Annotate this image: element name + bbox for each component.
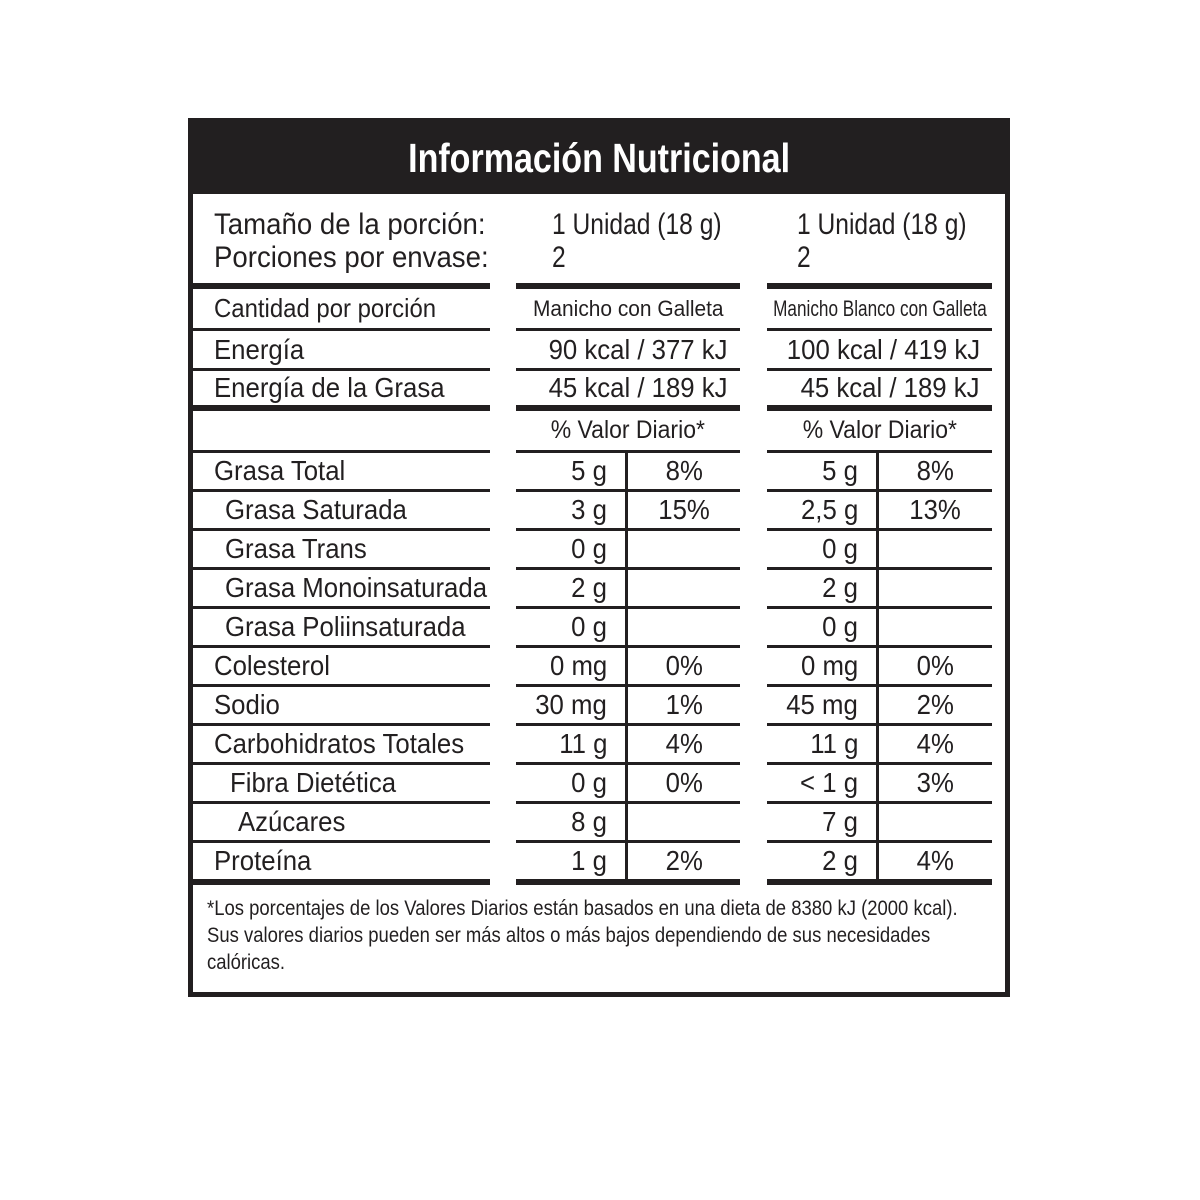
- nutrient-row-grasa-trans: [193, 531, 1005, 567]
- amount-col1: 1 g: [571, 845, 607, 876]
- amount-col1: 0 g: [571, 767, 607, 798]
- nutrient-label: Fibra Dietética: [230, 767, 397, 798]
- nutrient-row-fibra: [193, 765, 1005, 801]
- nutrient-row-azucares: [193, 804, 1005, 840]
- amount-col1: 0 mg: [549, 650, 607, 681]
- serving-section: [193, 194, 1005, 283]
- amount-col2: 5 g: [822, 455, 858, 486]
- amount-col1: 5 g: [571, 455, 607, 486]
- nutrient-row-proteina: [193, 843, 1005, 879]
- daily-value-header-col2: % Valor Diario*: [802, 416, 957, 444]
- dv-col1: 2%: [665, 845, 703, 876]
- energy-from-fat-value-col2: 45 kcal / 189 kJ: [801, 372, 980, 403]
- nutrient-label: Grasa Trans: [225, 533, 367, 564]
- amount-col1: 8 g: [571, 806, 607, 837]
- nutrition-label: [188, 118, 1010, 997]
- dv-col1: 1%: [665, 689, 703, 720]
- nutrient-row-grasa-total: [193, 453, 1005, 489]
- amount-col2: 11 g: [809, 728, 858, 759]
- product-column-2-header: Manicho Blanco con Galleta: [772, 295, 987, 321]
- serving-size-row: [193, 208, 1005, 241]
- nutrient-label: Grasa Poliinsaturada: [225, 611, 466, 642]
- serving-size-value-col1: 1 Unidad (18 g): [552, 208, 722, 241]
- amount-col1: 0 g: [571, 611, 607, 642]
- amount-col1: 30 mg: [535, 689, 607, 720]
- amount-col1: 3 g: [571, 494, 607, 525]
- dv-col2: 3%: [916, 767, 955, 798]
- daily-value-header-col1: % Valor Diario*: [550, 416, 706, 444]
- amount-col2: 0 g: [822, 611, 858, 642]
- dv-col2: 4%: [916, 728, 955, 759]
- serving-size-value-col2: 1 Unidad (18 g): [797, 208, 967, 241]
- nutrient-row-colesterol: [193, 648, 1005, 684]
- column-header-row: [193, 289, 1005, 328]
- servings-per-pack-value-col2: 2: [797, 241, 811, 274]
- energy-row: [193, 331, 1005, 368]
- amount-col2: 7 g: [822, 806, 858, 837]
- nutrient-row-grasa-monoinsaturada: [193, 570, 1005, 606]
- nutrient-row-sodio: [193, 687, 1005, 723]
- nutrients-table: [193, 453, 1005, 885]
- footnote-line-2: Sus valores diarios pueden ser más altos o más bajos dependiendo de sus necesidades: [207, 924, 931, 947]
- amount-col2: 45 mg: [786, 689, 858, 720]
- amount-col2: 2 g: [822, 572, 858, 603]
- footnote-line-1: *Los porcentajes de los Valores Diarios están basados en una dieta de 8380 kJ (2000 kcal).: [207, 897, 958, 920]
- dv-col2: 0%: [916, 650, 955, 681]
- footnote-line-3: calóricas.: [207, 951, 286, 974]
- nutrient-row-grasa-poliinsaturada: [193, 609, 1005, 645]
- dv-col1: 0%: [665, 650, 703, 681]
- dv-col2: 13%: [909, 494, 962, 525]
- amount-col2: < 1 g: [799, 767, 858, 798]
- nutrient-label: Sodio: [214, 689, 280, 720]
- amount-per-serving-label: Cantidad por porción: [214, 293, 437, 323]
- dv-col1: 0%: [665, 767, 703, 798]
- serving-size-label: Tamaño de la porción:: [214, 208, 486, 241]
- dv-col1: 4%: [665, 728, 703, 759]
- amount-col2: 0 g: [822, 533, 858, 564]
- servings-per-pack-row: [193, 241, 1005, 274]
- nutrient-row-carbohidratos: [193, 726, 1005, 762]
- dv-col1: 15%: [658, 494, 710, 525]
- amount-col2: 2 g: [822, 845, 858, 876]
- nutrient-row-grasa-saturada: [193, 492, 1005, 528]
- amount-col1: 2 g: [571, 572, 607, 603]
- energy-value-col1: 90 kcal / 377 kJ: [549, 333, 728, 365]
- label-header: [193, 123, 1005, 194]
- dv-col2: 8%: [916, 455, 955, 486]
- nutrient-label: Colesterol: [214, 650, 330, 681]
- dv-col2: 2%: [916, 689, 955, 720]
- dv-col1: 8%: [665, 455, 703, 486]
- energy-from-fat-row: [193, 371, 1005, 405]
- amount-col1: 11 g: [558, 728, 607, 759]
- amount-col2: 2,5 g: [800, 494, 858, 525]
- servings-per-pack-value-col1: 2: [552, 241, 566, 274]
- nutrient-label: Proteína: [214, 845, 312, 876]
- energy-label: Energía: [214, 333, 305, 365]
- dv-col2: 4%: [916, 845, 955, 876]
- amount-col2: 0 mg: [800, 650, 858, 681]
- product-column-1-header: Manicho con Galleta: [532, 295, 724, 321]
- servings-per-pack-label: Porciones por envase:: [214, 241, 489, 274]
- amount-col1: 0 g: [571, 533, 607, 564]
- energy-from-fat-label: Energía de la Grasa: [214, 372, 445, 403]
- footnote: [193, 885, 1005, 992]
- nutrient-label: Azúcares: [238, 806, 346, 837]
- daily-value-header-row: [193, 411, 1005, 450]
- label-title: Información Nutricional: [408, 135, 790, 181]
- nutrient-label: Carbohidratos Totales: [214, 728, 465, 759]
- nutrient-label: Grasa Monoinsaturada: [225, 572, 488, 603]
- energy-from-fat-value-col1: 45 kcal / 189 kJ: [549, 372, 728, 403]
- nutrient-label: Grasa Saturada: [225, 494, 407, 525]
- energy-value-col2: 100 kcal / 419 kJ: [786, 333, 980, 365]
- nutrient-label: Grasa Total: [214, 455, 346, 486]
